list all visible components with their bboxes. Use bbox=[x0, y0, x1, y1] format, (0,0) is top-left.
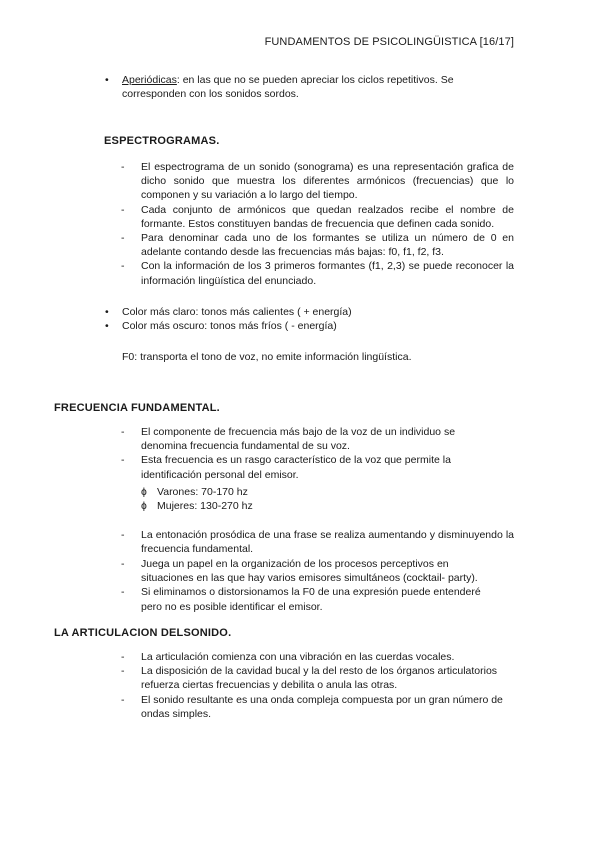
aperiodicas-bullet bbox=[105, 73, 502, 101]
bullet-marker: • bbox=[105, 74, 109, 86]
list-item-text: La articulación comienza con una vibración en las cuerdas vocales. bbox=[141, 651, 455, 663]
list-item-text: Color más oscuro: tonos más fríos ( - energía) bbox=[122, 320, 337, 333]
list-item bbox=[121, 203, 514, 231]
page-header: FUNDAMENTOS DE PSICOLINGÜISTICA [16/17] bbox=[264, 36, 514, 48]
dash-marker: - bbox=[121, 529, 125, 541]
dash-marker: - bbox=[121, 665, 125, 678]
espectrogramas-list bbox=[121, 160, 514, 288]
dash-marker: - bbox=[121, 426, 125, 438]
list-item-text: Con la información de los 3 primeros formantes (f1, 2,3) se puede reconocer la información lingüística del enunciado. bbox=[141, 260, 514, 287]
list-item bbox=[121, 664, 507, 692]
list-item-text: Cada conjunto de armónicos que quedan realzados recibe el nombre de formante. Estos constituyen bandas de frecuencia que definen cada sonido. bbox=[141, 203, 514, 230]
list-item-text: Esta frecuencia es un rasgo característico de la voz que permite la identificación personal del emisor. bbox=[141, 454, 451, 481]
list-item-text: El espectrograma de un sonido (sonograma) es una representación grafica de dicho sonido que muestra los diferentes armónicos (frecuencias) que lo componen y su variación a lo largo del tiempo. bbox=[141, 161, 514, 202]
sub-marker: ɸ bbox=[141, 486, 147, 498]
frecuencia-list-b bbox=[121, 528, 514, 556]
list-item-text: Juega un papel en la organización de los procesos perceptivos en situaciones en las que hay varios emisores simultáneos (cocktail- party). bbox=[141, 558, 478, 585]
list-item-text: Color más claro: tonos más calientes ( + energía) bbox=[122, 306, 352, 318]
list-item bbox=[121, 259, 514, 287]
list-item bbox=[105, 319, 502, 333]
list-item bbox=[141, 485, 457, 499]
dash-marker: - bbox=[121, 454, 125, 467]
section-heading-frecuencia: FRECUENCIA FUNDAMENTAL. bbox=[54, 402, 220, 414]
list-item-text: Mujeres: 130-270 hz bbox=[157, 500, 253, 513]
list-item bbox=[121, 453, 503, 481]
dash-marker: - bbox=[121, 586, 125, 599]
frecuencia-list-c bbox=[121, 557, 483, 614]
list-item-text: El sonido resultante es una onda compleja compuesta por un gran número de ondas simples. bbox=[141, 693, 503, 720]
frecuencia-subitems bbox=[141, 485, 457, 513]
dash-marker: - bbox=[121, 232, 125, 245]
list-item bbox=[121, 160, 514, 203]
list-item bbox=[121, 557, 483, 585]
list-item bbox=[121, 231, 514, 259]
list-item bbox=[121, 693, 507, 721]
color-bullets bbox=[105, 305, 502, 333]
list-item bbox=[141, 499, 457, 513]
dash-marker: - bbox=[121, 693, 125, 706]
list-item-text: El componente de frecuencia más bajo de la voz de un individuo se denomina frecuencia fundamental de su voz. bbox=[141, 426, 456, 453]
list-item-text: Varones: 70-170 hz bbox=[157, 486, 248, 498]
dash-marker: - bbox=[121, 260, 125, 273]
list-item-text: La disposición de la cavidad bucal y la del resto de los órganos articulatorios refuerza ciertas frecuencias y debilita o anula las otras. bbox=[141, 665, 498, 692]
dash-marker: - bbox=[121, 558, 125, 570]
f0-note: F0: transporta el tono de voz, no emite información lingüística. bbox=[122, 351, 412, 363]
list-item-text: Si eliminamos o distorsionamos la F0 de una expresión puede entenderé pero no es posible identificar el emisor. bbox=[141, 586, 481, 613]
frecuencia-list-a bbox=[121, 425, 503, 482]
list-item-text: Para denominar cada uno de los formantes se utiliza un número de 0 en adelante contando desde las frecuencias más bajas: f0, f1, f2, f3. bbox=[141, 232, 514, 259]
aperiodicas-text: : en las que no se pueden apreciar los ciclos repetitivos. Se corresponden con los sonidos sordos. bbox=[122, 74, 454, 101]
section-heading-espectrogramas: ESPECTROGRAMAS. bbox=[104, 135, 220, 147]
articulacion-list bbox=[121, 650, 507, 721]
sub-marker: ɸ bbox=[141, 500, 147, 513]
dash-marker: - bbox=[121, 161, 125, 173]
list-item-text: La entonación prosódica de una frase se realiza aumentando y disminuyendo la frecuencia fundamental. bbox=[141, 529, 514, 556]
list-item bbox=[121, 425, 503, 453]
list-item bbox=[121, 650, 507, 664]
section-heading-articulacion: LA ARTICULACION DELSONIDO. bbox=[54, 627, 232, 639]
list-item bbox=[121, 585, 483, 613]
list-item bbox=[121, 528, 514, 556]
bullet-marker: • bbox=[105, 306, 109, 318]
dash-marker: - bbox=[121, 651, 125, 663]
dash-marker: - bbox=[121, 203, 125, 216]
bullet-marker: • bbox=[105, 320, 109, 333]
aperiodicas-term: Aperiódicas bbox=[122, 74, 177, 86]
list-item bbox=[105, 305, 502, 319]
